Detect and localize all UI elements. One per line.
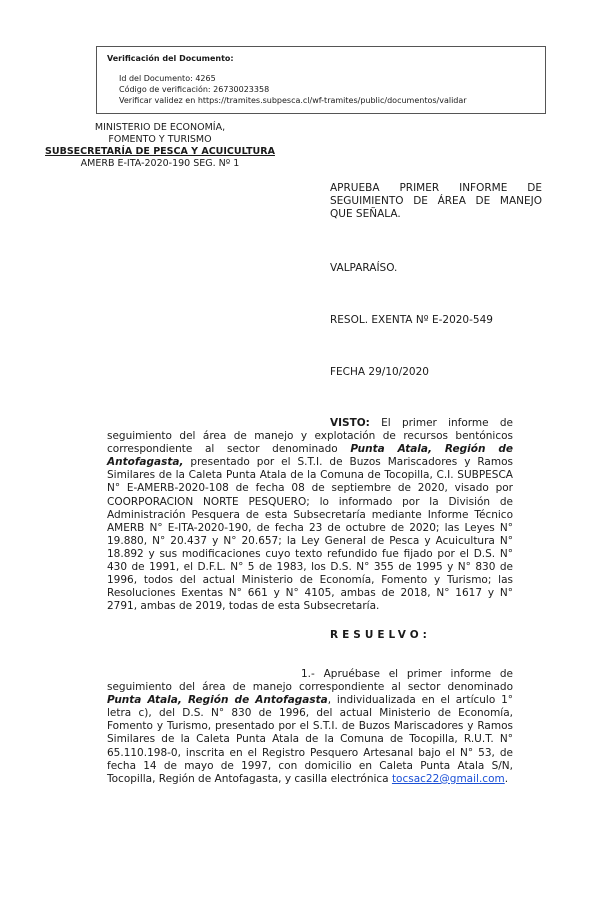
ministry-line1: MINISTERIO DE ECONOMÍA,: [94, 122, 226, 133]
verification-item-code: • Código de verificación: 26730023358: [119, 84, 535, 95]
city-line: VALPARAÍSO.: [330, 262, 398, 274]
verification-title: Verificación del Documento:: [107, 54, 234, 63]
verification-item-url[interactable]: • Verificar validez en https://tramites.subpesca.cl/wf-tramites/public/documentos/validar: [119, 95, 535, 106]
document-title: APRUEBA PRIMER INFORME DE SEGUIMIENTO DE ÁREA DE MANEJO QUE SEÑALA.: [330, 182, 542, 220]
visto-label: VISTO:: [330, 417, 370, 429]
verification-list: [107, 73, 535, 106]
article-1-paragraph: 1.- Apruébase el primer informe de seguimiento del área de manejo correspondiente al sector denominado Punta Atala, Región de Antofagasta, individualizada en el artículo 1° letra c), del D.S. N° 830 de 1996, del actual Ministerio de Economía, Fomento y Turismo, presentado por el S.T.I. de Buzos Mariscadores y Ramos Similares de la Caleta Punta Atala de la Comuna de Tocopilla, R.U.T. N° 65.110.198-0, inscrita en el Registro Pesquero Artesanal bajo el N° 53, de fecha 14 de mayo de 1997, con domicilio en Caleta Punta Atala S/N, Tocopilla, Región de Antofagasta, y casilla electrónica tocsac22@gmail.com.: [107, 668, 514, 785]
visto-paragraph: VISTO: El primer informe de seguimiento del área de manejo y explotación de recursos bentónicos correspondiente al sector denominado Punta Atala, Región de Antofagasta, presentado por el S.T.I. de Buzos Mariscadores y Ramos Similares de la Caleta Punta Atala de la Comuna de Tocopilla, C.I. SUBPESCA N° E-AMERB-2020-108 de fecha 08 de septiembre de 2020, visado por COORPORACION NORTE PESQUERO; lo informado por la División de Administración Pesquera de esta Subsecretaría mediante Informe Técnico AMERB N° E-ITA-2020-190, de fecha 23 de octubre de 2020; las Leyes N° 19.880, N° 20.437 y N° 20.657; la Ley General de Pesca y Acuicultura N° 18.892 y sus modificaciones cuyo texto refundido fue fijado por el D.S. N° 430 de 1991, el D.F.L. N° 5 de 1983, los D.S. N° 355 de 1995 y N° 830 de 1996, todos del actual Ministerio de Economía, Fomento y Turismo; las Resoluciones Exentas N° 661 y N° 4105, ambas de 2018, N° 1617 y N° 2791, ambas de 2019, todas de esta Subsecretaría.: [107, 417, 513, 613]
verification-item-id: • Id del Documento: 4265: [119, 73, 535, 84]
verification-box: [96, 46, 546, 114]
amerb-reference: AMERB E-ITA-2020-190 SEG. Nº 1: [80, 158, 240, 169]
document-date: FECHA 29/10/2020: [330, 366, 429, 378]
resolution-number: RESOL. EXENTA Nº E-2020-549: [330, 314, 493, 326]
ministry-header: [30, 122, 290, 170]
email-link[interactable]: tocsac22@gmail.com: [391, 772, 505, 785]
ministry-line2: FOMENTO Y TURISMO: [108, 134, 212, 145]
subsecretaria-title: SUBSECRETARÍA DE PESCA Y ACUICULTURA: [45, 146, 275, 157]
resuelvo-heading: RESUELVO:: [330, 629, 431, 641]
